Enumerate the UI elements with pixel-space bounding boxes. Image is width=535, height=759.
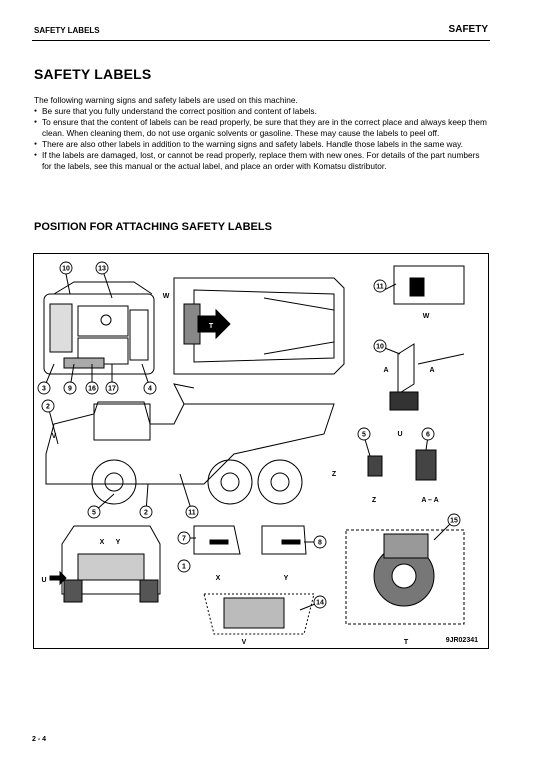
callout-15: 15 [450,517,458,525]
view-label-y: Y [283,575,289,582]
view-label-a-left: A [383,367,389,374]
callout-5b: 5 [362,431,366,439]
callout-10b: 10 [376,343,384,351]
view-label-x-front: X [99,539,105,546]
bullet-item: ● If the labels are damaged, lost, or cannot be read properly, replace them with new ones. For details of the part numbers for the labels, see this manual or the actual label, and place an order with Komatsu distributor. [34,150,488,172]
view-label-w-detail: W [422,313,430,320]
callout-14: 14 [316,599,324,607]
callout-2: 2 [46,403,50,411]
view-label-v-side: V [51,433,57,440]
v-view-drawing [204,594,314,634]
side-view-drawing [46,384,334,504]
top-view-drawing [174,278,344,374]
z-aa-detail-drawing [368,450,436,480]
view-label-t-bottom: T [403,639,409,646]
view-label-x: X [215,575,221,582]
bullet-item: ● Be sure that you fully understand the correct position and content of labels. [34,106,488,117]
callout-2b: 2 [144,509,148,517]
bullet-item: ● To ensure that the content of labels can be read properly, be sure that they are in the correct place and always keep them clean. When cleaning them, do not use organic solvents or gasoline. These may cause the labels to peel off. [34,117,488,139]
figure-code: 9JR02341 [445,637,478,644]
bullet-list [34,106,488,172]
view-label-u-front: U [41,577,47,584]
intro-text-block [34,95,488,172]
view-label-z: Z [371,497,377,504]
header-section-right: SAFETY [448,24,488,35]
cab-door-views [194,526,306,554]
rear-view-drawing [44,282,154,374]
front-view-drawing [50,526,160,602]
callout-17: 17 [108,385,116,393]
view-label-w: W [162,293,170,300]
w-view-drawing [390,266,464,410]
view-label-aa: A – A [421,497,439,504]
callout-11: 11 [188,509,196,517]
callout-9: 9 [68,385,72,393]
label-position-figure [33,253,489,649]
callout-13: 13 [98,265,106,273]
callout-8: 8 [318,539,322,547]
callout-6: 6 [426,431,430,439]
bullet-item: ● There are also other labels in addition to the warning signs and safety labels. Handle those labels in the same way. [34,139,488,150]
page-number: 2 - 4 [32,736,47,743]
view-label-z-arrow: Z [331,471,337,478]
callout-16: 16 [88,385,96,393]
view-label-a-right: A [429,367,435,374]
callout-11b: 11 [376,283,384,291]
t-view-drawing [346,530,464,624]
machine-diagram [34,254,490,650]
intro-paragraph: The following warning signs and safety labels are used on this machine. [34,95,298,105]
callout-5: 5 [92,509,96,517]
callout-10: 10 [62,265,70,273]
callout-7: 7 [182,535,186,543]
header-section-left: SAFETY LABELS [34,26,100,35]
view-label-t: T [208,323,214,330]
section-subtitle: POSITION FOR ATTACHING SAFETY LABELS [34,221,272,233]
page-header [32,22,490,41]
callout-3: 3 [42,385,46,393]
view-label-y-front: Y [115,539,121,546]
view-label-u: U [397,431,403,438]
view-label-v: V [241,639,247,646]
callout-4: 4 [148,385,152,393]
page-title: SAFETY LABELS [34,66,152,82]
callout-1: 1 [182,563,186,571]
